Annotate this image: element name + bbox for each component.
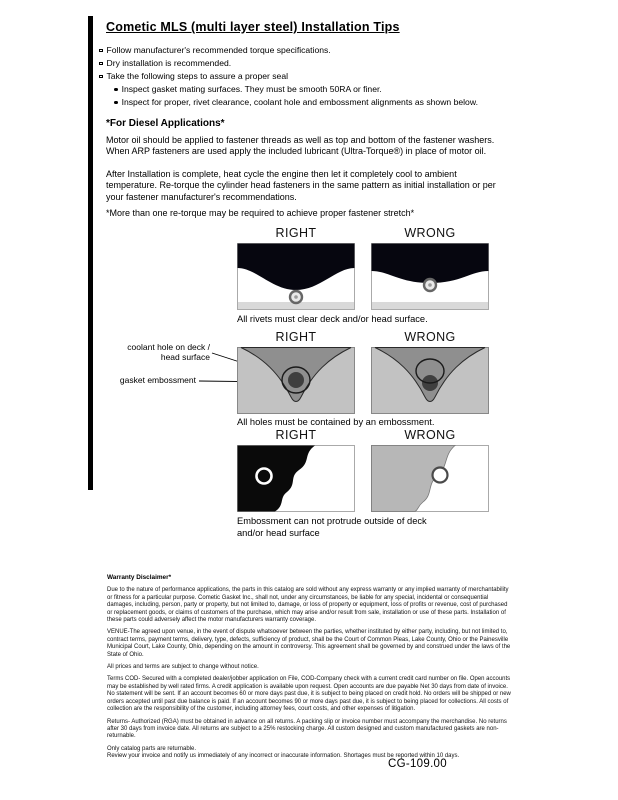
tip-text: Dry installation is recommended. <box>106 58 232 68</box>
tip-item <box>99 57 513 70</box>
row3-right-label: RIGHT <box>275 428 317 442</box>
tip-item <box>99 44 513 57</box>
rivet-right-diagram <box>237 243 355 310</box>
row2-caption: All holes must be contained by an embossment. <box>237 417 435 427</box>
deck-edge-wrong-diagram <box>371 445 489 512</box>
disclaimer-paragraph: Review your invoice and notify us immediately of any incorrect or inaccurate information. Shortages must be reported within 10 days. <box>107 753 460 760</box>
row2-right-label: RIGHT <box>275 330 317 344</box>
disclaimer-paragraph: Only catalog parts are returnable. <box>107 745 197 752</box>
page-number: CG-109.00 <box>388 758 447 770</box>
row2-wrong-label: WRONG <box>404 330 456 344</box>
deck-edge-right-diagram <box>237 445 355 512</box>
tip-sub-item <box>114 96 513 109</box>
coolant-hole-annotation: coolant hole on deck / head surface <box>127 342 210 362</box>
left-border-rule <box>88 16 93 490</box>
dot-bullet-icon <box>114 88 118 92</box>
row3-caption: Embossment can not protrude outside of deck and/or head surface <box>237 516 427 538</box>
page-title: Cometic MLS (multi layer steel) Installation Tips <box>106 20 400 34</box>
rivet-wrong-diagram <box>371 243 489 310</box>
row1-right-label: RIGHT <box>275 226 317 240</box>
disclaimer-paragraph: Terms COD- Secured with a completed dealer/jobber application on File, COD-Company check with a current credit card number on file. Open accounts may be established by well rated firms. A credit application is available upon request. Open accounts are due payable Net 30 days from date of invoice. No statement will be sent. If an account becomes 60 or more days past due, it is subject to being placed on credit hold. No orders will be shipped or new orders accepted until past due balance is paid. If an account becomes 90 or more days past due, it is subject to being placed for collections. All costs of collection are the responsibility of the customer, including attorney fees, court costs, and other expenses of litigation. <box>107 676 511 713</box>
tip-text: Inspect gasket mating surfaces. They must be smooth 50RA or finer. <box>121 84 382 94</box>
square-bullet-icon <box>99 75 103 79</box>
disclaimer-paragraph: VENUE-The agreed upon venue, in the event of dispute whatsoever between the parties, whether instituted by either party, including, but not limited to, contract terms, payment terms, delivery, type, defects, sufficiency of product, shall be the Court of Common Pleas, Lake County, Ohio or the Painesville Municipal Court, Lake County, Ohio, depending on the amount in controversy. This agreement shall be governed by and construed under the laws of the State of Ohio. <box>107 629 511 658</box>
square-bullet-icon <box>99 62 103 66</box>
square-bullet-icon <box>99 49 103 53</box>
tip-item <box>99 70 513 83</box>
installation-tips-list <box>99 44 513 109</box>
embossment-right-diagram <box>237 347 355 414</box>
disclaimer-paragraph: All prices and terms are subject to change without notice. <box>107 664 259 671</box>
warranty-disclaimer <box>107 574 512 766</box>
tip-text: Inspect for proper, rivet clearance, coolant hole and embossment alignments as shown below. <box>121 97 478 107</box>
diesel-applications-heading: *For Diesel Applications* <box>106 118 225 129</box>
tip-text: Follow manufacturer's recommended torque specifications. <box>106 45 331 55</box>
embossment-wrong-diagram <box>371 347 489 414</box>
dot-bullet-icon <box>114 101 118 105</box>
disclaimer-paragraph: Returns- Authorized (RGA) must be obtained in advance on all returns. A packing slip or invoice number must accompany the merchandise. No returns after 30 days from invoice date. All returns are subject to a 25% restocking charge. All custom designed and custom manufactured gaskets are non-returnable. <box>107 718 507 740</box>
diesel-paragraph-1: Motor oil should be applied to fastener threads as well as top and bottom of the fastener washers. When ARP fasteners are used apply the included lubricant (Ultra-Torque®) in place of motor oil. <box>106 135 495 157</box>
disclaimer-paragraph: Due to the nature of performance applications, the parts in this catalog are sold without any express warranty or any implied warranty of merchantability or fitness for a particular purpose. Cometic Gasket Inc., shall not, under any circumstances, be liable for any special, incidental or consequential damages, including, person, party or property, but not limited to, damage, or loss of property or equipment, loss of profits or revenue, cost of purchased or replacement goods, or claims of customers of the purchase, which may arise and/or result from sale, installation or use of these parts. Installation of these parts could adversely affect the motor manufacturers warranty coverage. <box>107 587 509 624</box>
tip-text: Take the following steps to assure a proper seal <box>106 71 289 81</box>
gasket-embossment-annotation: gasket embossment <box>119 375 196 385</box>
row3-wrong-label: WRONG <box>404 428 456 442</box>
row1-caption: All rivets must clear deck and/or head surface. <box>237 314 428 324</box>
retorque-note: *More than one re-torque may be required to achieve proper fastener stretch* <box>106 208 415 218</box>
disclaimer-heading: Warranty Disclaimer* <box>107 574 172 581</box>
row1-wrong-label: WRONG <box>404 226 456 240</box>
diesel-paragraph-2: After Installation is complete, heat cycle the engine then let it completely cool to ambient temperature. Re-torque the cylinder head fasteners in the same pattern as initial installation or per your fastener manufacturer's recommendations. <box>106 169 496 202</box>
tip-sub-item <box>114 83 513 96</box>
